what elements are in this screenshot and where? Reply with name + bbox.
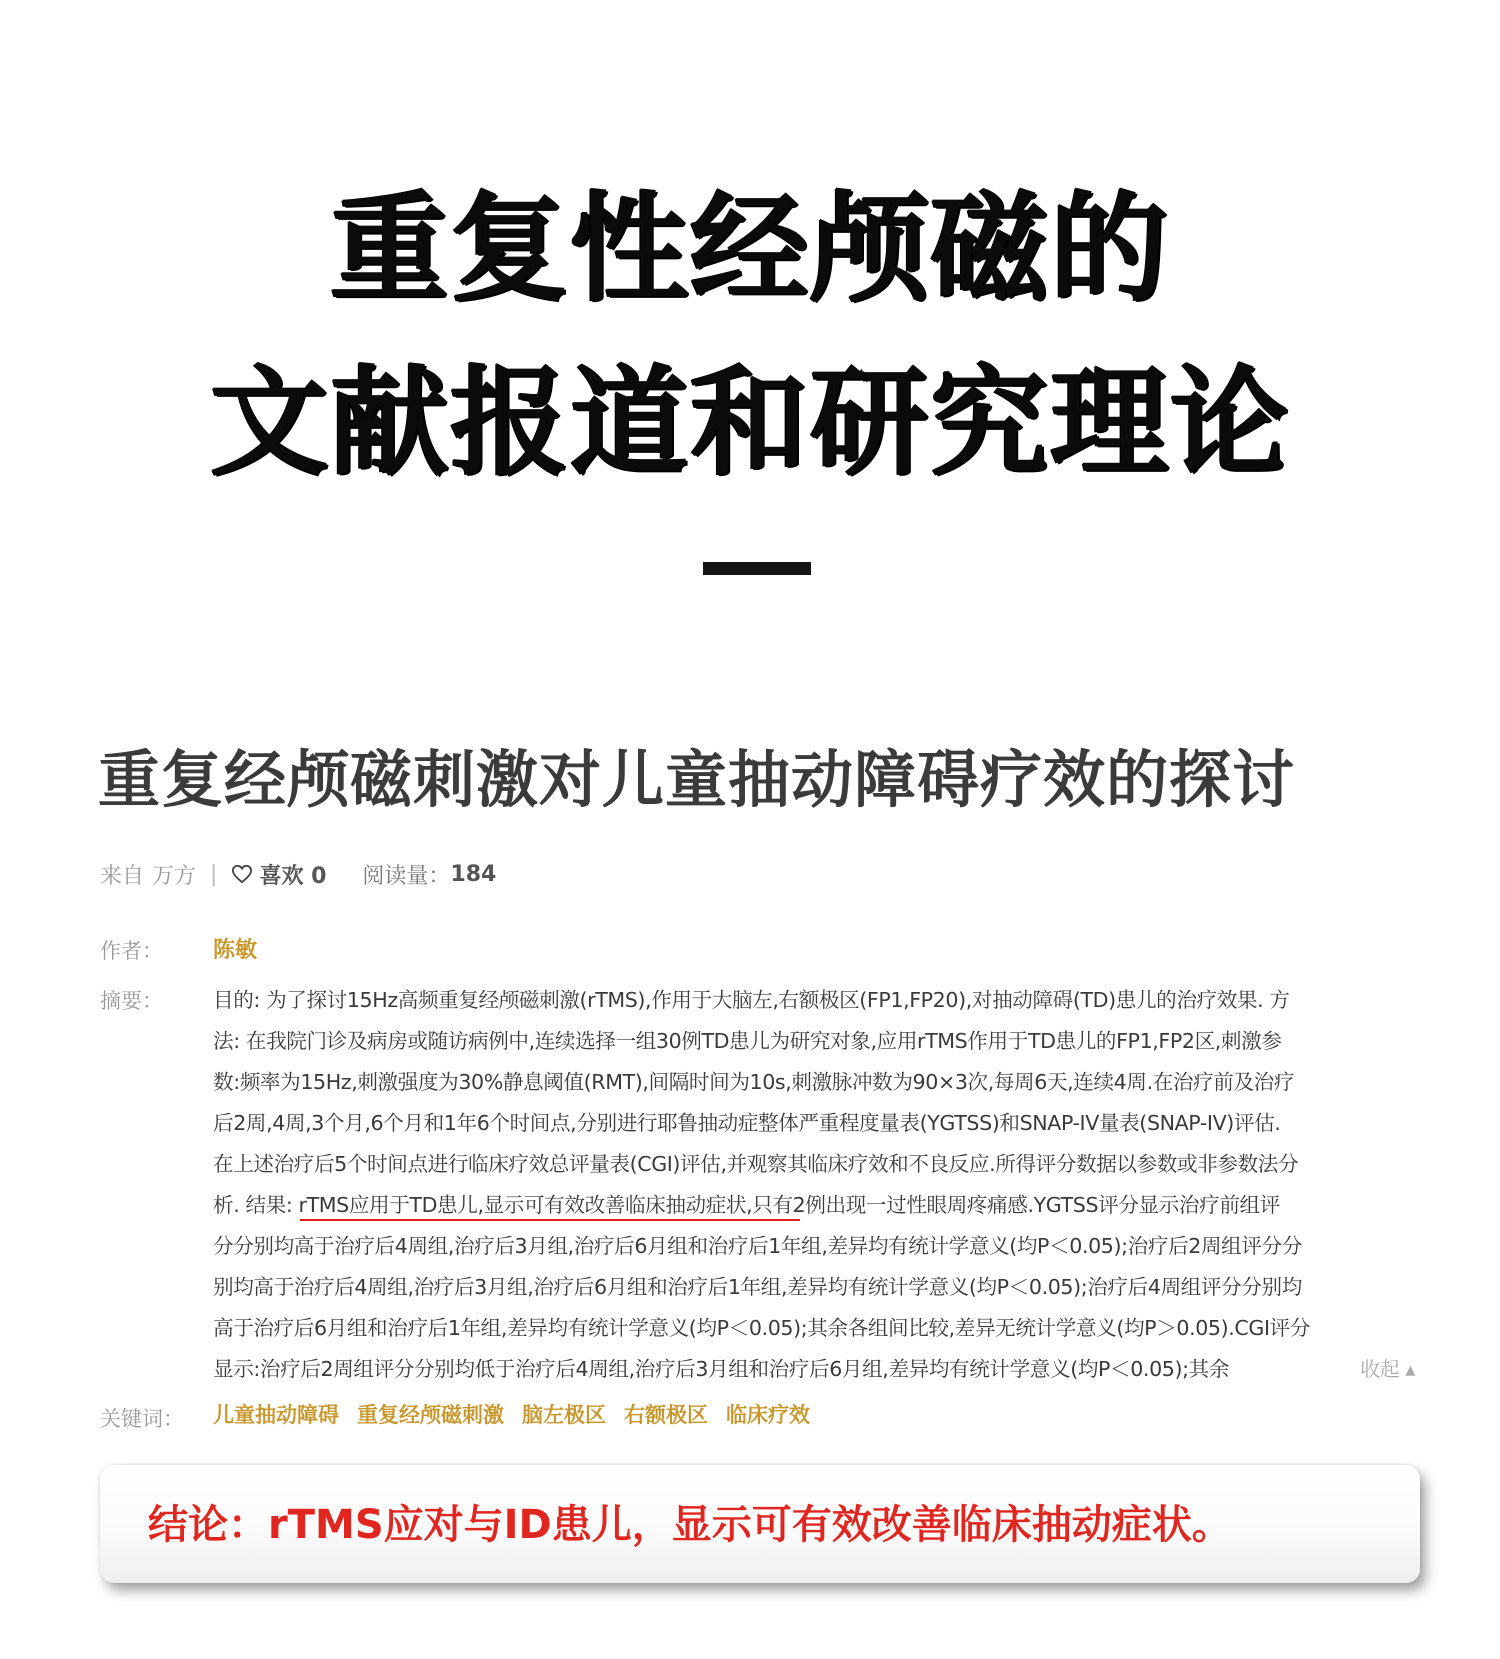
keyword-link[interactable]: 脑左极区 bbox=[522, 1403, 606, 1427]
hero-title-line1: 重复性经颅磁的 bbox=[329, 179, 1170, 317]
hero-title-line2: 文献报道和研究理论 bbox=[209, 353, 1290, 491]
like-count[interactable]: 喜欢 0 bbox=[259, 863, 327, 889]
hero-divider bbox=[703, 562, 811, 575]
keyword-link[interactable]: 右额极区 bbox=[624, 1403, 708, 1427]
abstract-line: 后2周,4周,3个月,6个月和1年6个时间点,分别进行耶鲁抽动症整体严重程度量表(YGTSS)和SNAP-IV量表(SNAP-IV)评估. bbox=[213, 1111, 1281, 1135]
article-title[interactable]: 重复经颅磁刺激对儿童抽动障碍疗效的探讨 bbox=[98, 743, 1296, 816]
abstract-line: 高于治疗后6月组和治疗后1年组,差异均有统计学意义(均P＜0.05);其余各组间比较,差异无统计学意义(均P＞0.05).CGI评分 bbox=[213, 1316, 1311, 1340]
red-underline-annotation bbox=[300, 1219, 800, 1221]
abstract-line: 别均高于治疗后4周组,治疗后3月组,治疗后6月组和治疗后1年组,差异均有统计学意义(均P＜0.05);治疗后4周组评分分别均 bbox=[213, 1275, 1302, 1299]
read-count-value: 184 bbox=[450, 861, 497, 887]
source-label: 来自 bbox=[100, 863, 145, 889]
keyword-link[interactable]: 儿童抽动障碍 bbox=[213, 1403, 339, 1427]
abstract-line: 在上述治疗后5个时间点进行临床疗效总评量表(CGI)评估,并观察其临床疗效和不良反应.所得评分数据以参数或非参数法分 bbox=[213, 1152, 1299, 1176]
meta-separator: | bbox=[210, 861, 218, 887]
abstract-line-highlighted bbox=[213, 1185, 1423, 1226]
abstract-line: 分分别均高于治疗后4周组,治疗后3月组,治疗后6月组和治疗后1年组,差异均有统计学意义(均P＜0.05);治疗后2周组评分分 bbox=[213, 1234, 1302, 1258]
source-name[interactable]: 万方 bbox=[152, 863, 197, 889]
abstract-line-text: 显示:治疗后2周组评分分别均低于治疗后4周组,治疗后3月组和治疗后6月组,差异均有统计学意义(均P＜0.05);其余 bbox=[213, 1357, 1230, 1381]
abstract-line: 数:频率为15Hz,刺激强度为30%静息阈值(RMT),间隔时间为10s,刺激脉冲数为90×3次,每周6天,连续4周.在治疗前及治疗 bbox=[213, 1070, 1295, 1094]
abstract-line: 法: 在我院门诊及病房或随访病例中,连续选择一组30例TD患儿为研究对象,应用rTMS作用于TD患儿的FP1,FP2区,刺激参 bbox=[213, 1029, 1282, 1053]
abstract-label: 摘要： bbox=[100, 989, 163, 1013]
keyword-list bbox=[213, 1399, 810, 1431]
author-link[interactable]: 陈敏 bbox=[213, 938, 258, 963]
abstract-line: 目的: 为了探讨15Hz高频重复经颅磁刺激(rTMS),作用于大脑左,右额极区(FP1,FP20),对抽动障碍(TD)患儿的治疗效果. 方 bbox=[213, 988, 1290, 1012]
article-meta bbox=[100, 858, 496, 890]
keyword-link[interactable]: 重复经颅磁刺激 bbox=[357, 1403, 504, 1427]
keyword-link[interactable]: 临床疗效 bbox=[726, 1403, 810, 1427]
collapse-button[interactable]: 收起 ▴ bbox=[1320, 1349, 1415, 1390]
author-label: 作者： bbox=[100, 939, 163, 963]
heart-icon[interactable] bbox=[231, 864, 253, 884]
abstract-line-last bbox=[213, 1349, 1423, 1390]
conclusion-text: 结论：rTMS应对与ID患儿，显示可有效改善临床抽动症状。 bbox=[148, 1502, 1232, 1548]
read-count-label: 阅读量： bbox=[362, 863, 451, 889]
conclusion-callout bbox=[100, 1465, 1420, 1583]
abstract-line-text: 析. 结果: rTMS应用于TD患儿,显示可有效改善临床抽动症状,只有2例出现一过性眼周疼痛感.YGTSS评分显示治疗前组评 bbox=[213, 1193, 1280, 1217]
keywords-label: 关键词： bbox=[100, 1407, 184, 1431]
abstract-text bbox=[213, 980, 1423, 1390]
